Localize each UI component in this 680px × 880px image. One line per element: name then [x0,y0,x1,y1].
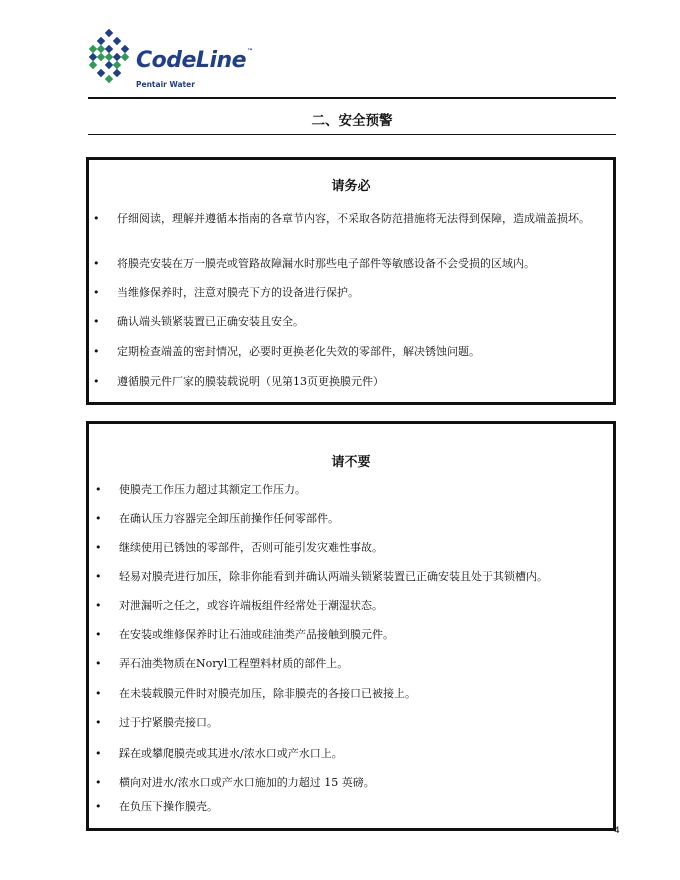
list-item-text: 定期检查端盖的密封情况，必要时更换老化失效的零部件，解决锈蚀问题。 [117,345,480,358]
page-number: 4 [614,826,620,836]
list-item-text: 过于拧紧膜壳接口。 [119,716,218,729]
brand-subtitle: Pentair Water [136,80,195,89]
bullet-icon: • [93,375,100,388]
list-item-text: 仔细阅读，理解并遵循本指南的各章节内容，不采取各防范措施将无法得到保障，造成端盖损坏。 [117,212,590,225]
list-item-text: 使膜壳工作压力超过其额定工作压力。 [119,483,306,496]
list-item-text: 将膜壳安装在万一膜壳或管路故障漏水时那些电子部件等敏感设备不会受损的区域内。 [117,257,535,270]
bullet-icon: • [95,628,102,641]
must-not-title: 请不要 [331,455,371,470]
bullet-icon: • [95,541,102,554]
list-item-text: 在未装载膜元件时对膜壳加压，除非膜壳的各接口已被接上。 [119,687,416,700]
brand-name-text: CodeLine [136,48,247,73]
bullet-icon: • [95,570,102,583]
bullet-icon: • [95,599,102,612]
bullet-icon: • [93,286,100,299]
bullet-icon: • [95,716,102,729]
trademark-mark: ™ [247,48,253,55]
list-item-text: 在确认压力容器完全卸压前操作任何零部件。 [119,512,339,525]
header-rule-bottom [88,134,616,135]
section-title: 二、安全预警 [311,113,393,129]
must-not-box [86,421,616,831]
list-item-text: 在安装或维修保养时让石油或硅油类产品接触到膜元件。 [119,628,394,641]
bullet-icon: • [95,657,102,670]
bullet-icon: • [93,315,100,328]
bullet-icon: • [95,800,102,813]
brand-name [136,48,253,73]
must-do-box [86,157,616,405]
bullet-icon: • [95,687,102,700]
codeline-logo [86,28,256,92]
must-do-title: 请务必 [331,179,371,194]
list-item-text: 当维修保养时，注意对膜壳下方的设备进行保护。 [117,286,359,299]
bullet-icon: • [95,776,102,789]
list-item-text: 横向对进水/浓水口或产水口施加的力超过 15 英磅。 [119,776,375,789]
list-item-text: 继续使用已锈蚀的零部件，否则可能引发灾难性事故。 [119,541,383,554]
list-item-text: 弄石油类物质在Noryl工程塑料材质的部件上。 [119,657,349,670]
list-item-text: 轻易对膜壳进行加压，除非你能看到并确认两端头锁紧装置已正确安装且处于其锁槽内。 [119,570,548,583]
bullet-icon: • [93,345,100,358]
bullet-icon: • [95,747,102,760]
list-item-text: 踩在或攀爬膜壳或其进水/浓水口或产水口上。 [119,747,343,760]
bullet-icon: • [93,212,100,225]
list-item-text: 确认端头锁紧装置已正确安装且安全。 [117,315,304,328]
bullet-icon: • [95,483,102,496]
list-item-text: 对泄漏听之任之，或容许端板组件经常处于潮湿状态。 [119,599,383,612]
header-rule-top [88,97,616,99]
bullet-icon: • [93,257,100,270]
diamond-mosaic-icon [86,28,132,84]
bullet-icon: • [95,512,102,525]
list-item-text: 遵循膜元件厂家的膜装载说明（见第13页更换膜元件） [117,375,384,388]
list-item-text: 在负压下操作膜壳。 [119,800,218,813]
